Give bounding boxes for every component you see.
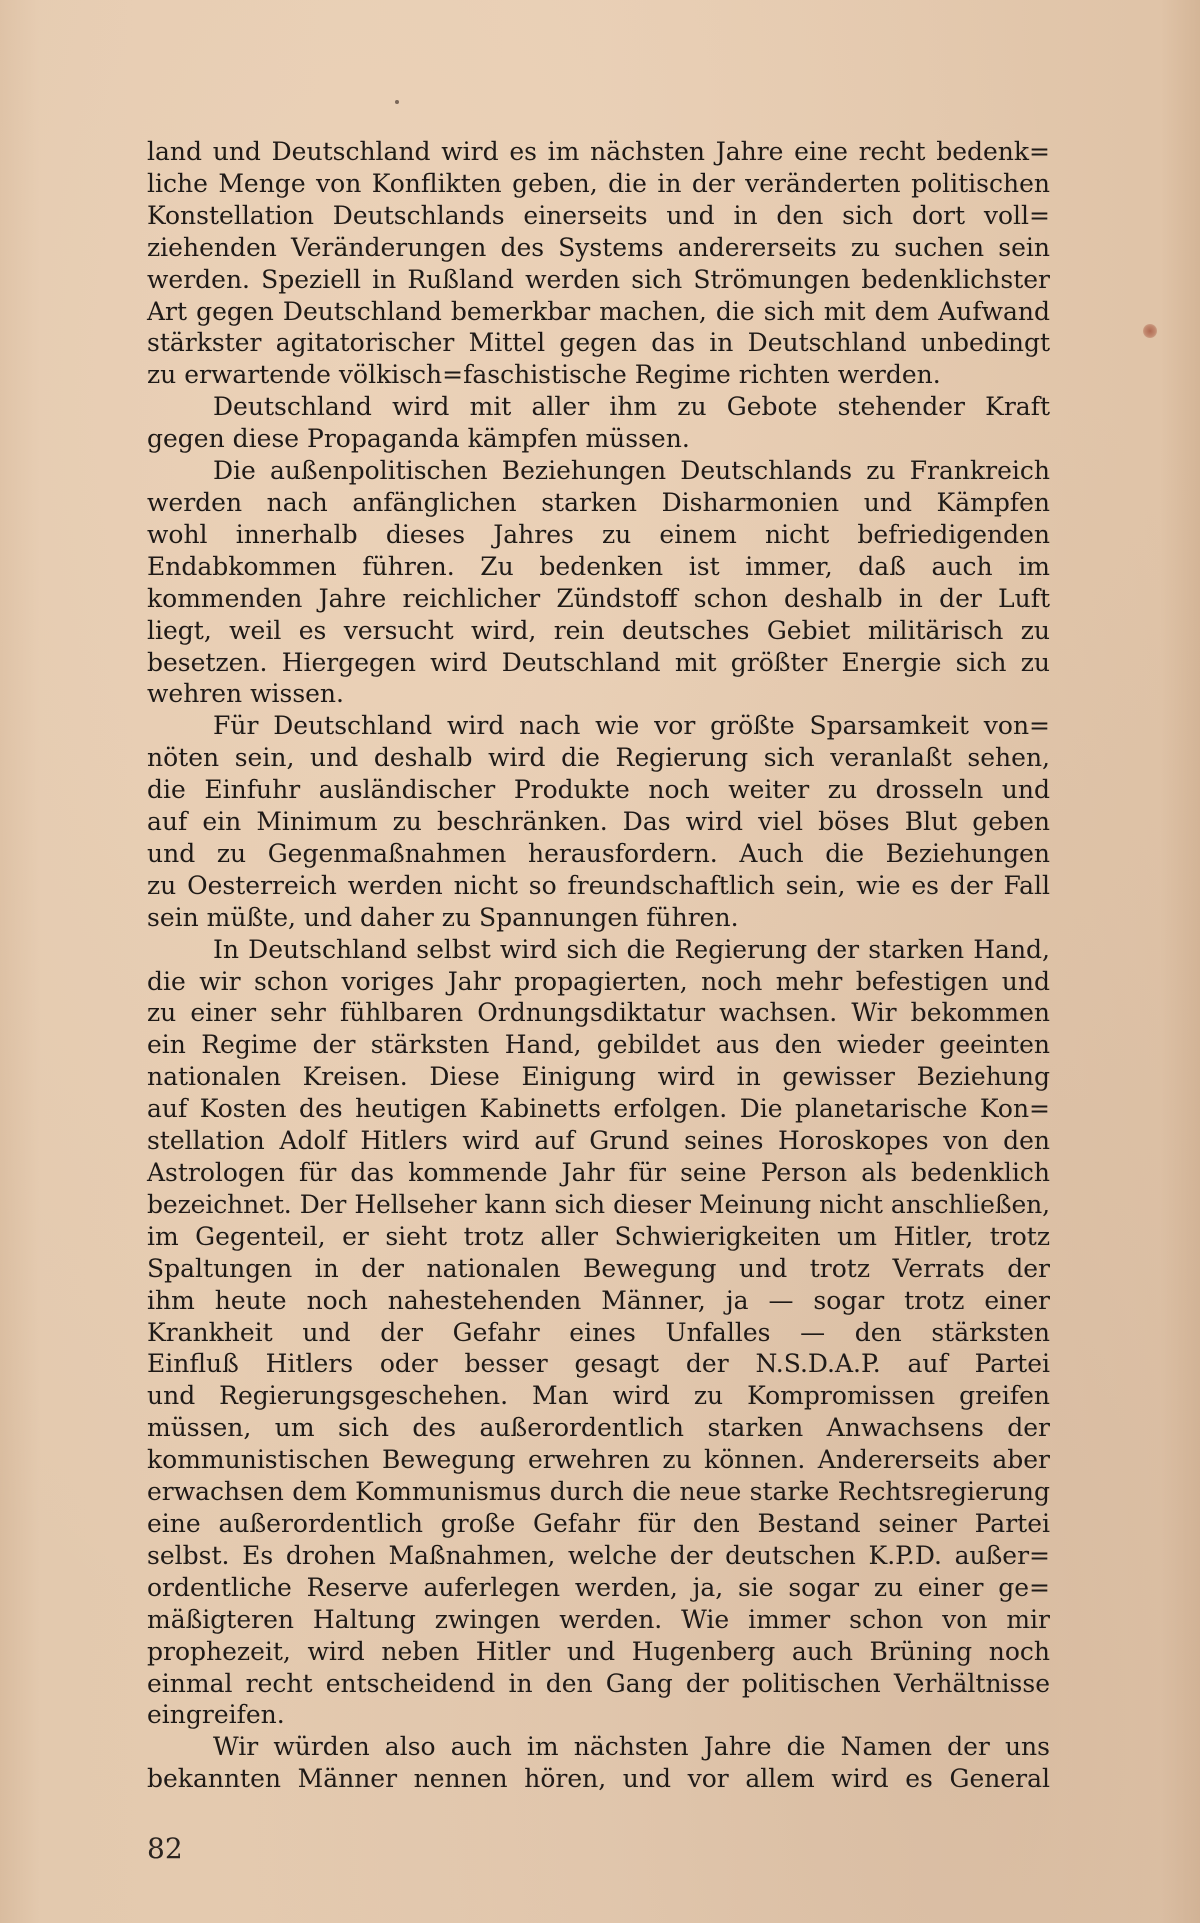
ink-speck — [395, 100, 399, 104]
text-line: ordentliche Reserve auferlegen werden, ja, sie sogar zu einer ge= — [147, 1572, 1050, 1602]
text-line: Spaltungen in der nationalen Bewegung und trotz Verrats der — [147, 1253, 1050, 1283]
text-line: Endabkommen führen. Zu bedenken ist immer, daß auch im — [147, 551, 1050, 581]
text-line: nöten sein, und deshalb wird die Regierung sich veranlaßt sehen, — [147, 743, 1050, 773]
text-line: Die außenpolitischen Beziehungen Deutschlands zu Frankreich — [213, 456, 1050, 486]
text-line: Einfluß Hitlers oder besser gesagt der N.S.D.A.P. auf Partei — [147, 1349, 1050, 1379]
text-line: liegt, weil es versucht wird, rein deutsches Gebiet militärisch zu — [147, 615, 1050, 645]
text-line: besetzen. Hiergegen wird Deutschland mit größter Energie sich zu — [147, 647, 1050, 677]
text-line: stärkster agitatorischer Mittel gegen das in Deutschland unbedingt — [147, 328, 1050, 358]
text-line: land und Deutschland wird es im nächsten Jahre eine recht bedenk= — [147, 137, 1050, 166]
text-line: zu erwartende völkisch=faschistische Regime richten werden. — [147, 360, 941, 390]
text-line: In Deutschland selbst wird sich die Regierung der starken Hand, — [213, 934, 1050, 964]
text-line: müssen, um sich des außerordentlich starken Anwachsens der — [147, 1413, 1050, 1443]
text-line: gegen diese Propaganda kämpfen müssen. — [147, 424, 690, 454]
text-line: zu einer sehr fühlbaren Ordnungsdiktatur wachsen. Wir bekommen — [147, 998, 1050, 1028]
text-line: zu Oesterreich werden nicht so freundschaftlich sein, wie es der Fall — [147, 870, 1050, 900]
text-line: Konstellation Deutschlands einerseits und in den sich dort voll= — [147, 200, 1050, 230]
text-line: und Regierungsgeschehen. Man wird zu Kompromissen greifen — [147, 1381, 1050, 1411]
text-line: mäßigteren Haltung zwingen werden. Wie immer schon von mir — [147, 1604, 1050, 1634]
text-line: bekannten Männer nennen hören, und vor allem wird es General — [147, 1764, 1050, 1794]
text-line: und zu Gegenmaßnahmen herausfordern. Auch die Beziehungen — [147, 838, 1050, 868]
text-line: Astrologen für das kommende Jahr für seine Person als bedenklich — [147, 1158, 1050, 1187]
text-line: Art gegen Deutschland bemerkbar machen, die sich mit dem Aufwand — [147, 296, 1050, 326]
text-line: auf Kosten des heutigen Kabinetts erfolgen. Die planetarische Kon= — [147, 1094, 1050, 1124]
paper-stain — [1143, 324, 1157, 338]
text-line: Krankheit und der Gefahr eines Unfalles — den stärksten — [147, 1317, 1050, 1347]
text-line: auf ein Minimum zu beschränken. Das wird viel böses Blut geben — [147, 807, 1050, 837]
text-line: Deutschland wird mit aller ihm zu Gebote stehender Kraft — [213, 392, 1050, 422]
text-line: eine außerordentlich große Gefahr für den Bestand seiner Partei — [147, 1508, 1050, 1538]
text-line: eingreifen. — [147, 1700, 285, 1730]
text-line: kommunistischen Bewegung erwehren zu können. Andererseits aber — [147, 1445, 1050, 1475]
text-line: nationalen Kreisen. Diese Einigung wird in gewisser Beziehung — [147, 1062, 1050, 1092]
text-line: werden. Speziell in Rußland werden sich Strömungen bedenklichster — [147, 264, 1050, 294]
text-line: prophezeit, wird neben Hitler und Hugenberg auch Brüning noch — [147, 1636, 1050, 1666]
text-line: Wir würden also auch im nächsten Jahre die Namen der uns — [213, 1732, 1050, 1762]
text-line: werden nach anfänglichen starken Disharmonien und Kämpfen — [147, 487, 1050, 517]
text-line: Für Deutschland wird nach wie vor größte Sparsamkeit von= — [213, 711, 1050, 741]
text-line: selbst. Es drohen Maßnahmen, welche der deutschen K.P.D. außer= — [147, 1540, 1050, 1570]
text-line: liche Menge von Konflikten geben, die in der veränderten politischen — [147, 168, 1050, 198]
text-line: die Einfuhr ausländischer Produkte noch weiter zu drosseln und — [147, 775, 1050, 805]
text-line: ihm heute noch nahestehenden Männer, ja — sogar trotz einer — [147, 1285, 1050, 1315]
text-line: im Gegenteil, er sieht trotz aller Schwierigkeiten um Hitler, trotz — [147, 1221, 1050, 1251]
text-line: stellation Adolf Hitlers wird auf Grund seines Horoskopes von den — [147, 1126, 1050, 1156]
text-line: bezeichnet. Der Hellseher kann sich dieser Meinung nicht anschließen, — [147, 1189, 1050, 1219]
text-line: einmal recht entscheidend in den Gang der politischen Verhältnisse — [147, 1668, 1050, 1698]
page-number: 82 — [147, 1832, 183, 1865]
text-line: erwachsen dem Kommunismus durch die neue starke Rechtsregierung — [147, 1477, 1050, 1507]
text-line: sein müßte, und daher zu Spannungen führen. — [147, 902, 739, 932]
text-line: ziehenden Veränderungen des Systems andererseits zu suchen sein — [147, 232, 1050, 262]
text-line: kommenden Jahre reichlicher Zündstoff schon deshalb in der Luft — [147, 583, 1050, 613]
body-text — [147, 136, 1050, 1795]
text-line: wohl innerhalb dieses Jahres zu einem nicht befriedigenden — [147, 519, 1050, 549]
text-line: ein Regime der stärksten Hand, gebildet aus den wieder geeinten — [147, 1030, 1050, 1060]
text-line: wehren wissen. — [147, 679, 344, 709]
text-line: die wir schon voriges Jahr propagierten, noch mehr befestigen und — [147, 966, 1050, 996]
